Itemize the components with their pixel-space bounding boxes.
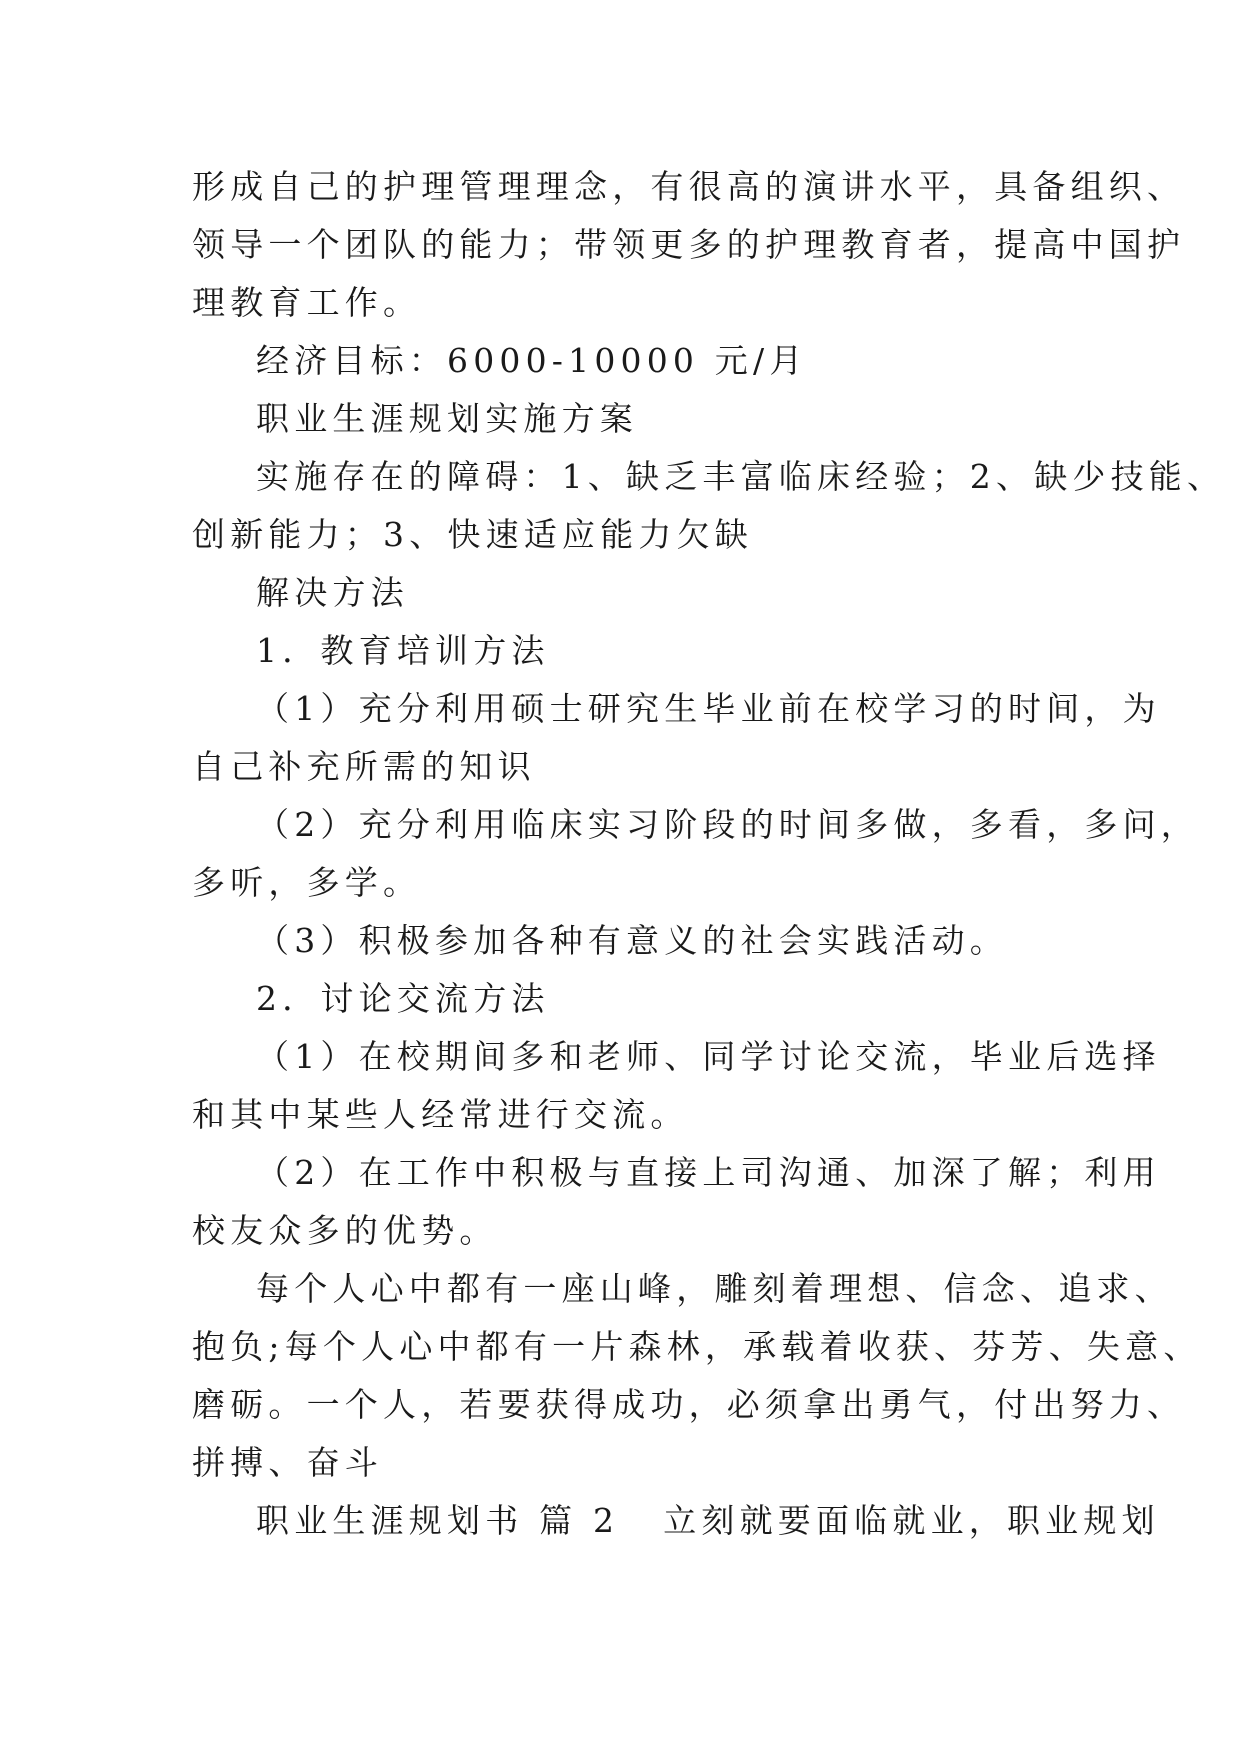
section-intro-text: 立刻就要面临就业，职业规划 [663,1501,1160,1540]
paragraph-line: 领导一个团队的能力；带领更多的护理教育者，提高中国护 [192,225,1186,264]
list-item-line: 校友众多的优势。 [192,1211,498,1250]
section-heading: 解决方法 [256,573,409,612]
list-item-line: （1）充分利用硕士研究生毕业前在校学习的时间，为 [256,689,1161,728]
list-item-line: 自己补充所需的知识 [192,747,536,786]
section-title: 职业生涯规划书 篇 2 [256,1501,620,1540]
economic-goal-line: 经济目标：6000-10000 元/月 [256,341,808,380]
paragraph-line: 拼搏、奋斗 [192,1443,383,1482]
paragraph-line: 磨砺。一个人，若要获得成功，必须拿出勇气，付出努力、 [192,1385,1186,1424]
list-item-line: （3）积极参加各种有意义的社会实践活动。 [256,921,1008,960]
list-item-line: （2）在工作中积极与直接上司沟通、加深了解；利用 [256,1153,1161,1192]
paragraph-line: 每个人心中都有一座山峰，雕刻着理想、信念、追求、 [256,1269,1173,1308]
list-item-line: 多听，多学。 [192,863,422,902]
document-page [192,158,1226,1550]
list-item-line: （1）在校期间多和老师、同学讨论交流，毕业后选择 [256,1037,1161,1076]
paragraph-line: 理教育工作。 [192,283,422,322]
numbered-heading: 2．讨论交流方法 [256,979,550,1018]
paragraph-line: 抱负;每个人心中都有一片森林，承载着收获、芬芳、失意、 [192,1327,1202,1366]
section-heading: 职业生涯规划实施方案 [256,399,638,438]
numbered-heading: 1．教育培训方法 [256,631,550,670]
section-title-line [192,1492,1160,1550]
list-item-line: （2）充分利用临床实习阶段的时间多做，多看，多问， [256,805,1199,844]
paragraph-line: 形成自己的护理管理理念，有很高的演讲水平，具备组织、 [192,167,1186,206]
list-item-line: 和其中某些人经常进行交流。 [192,1095,689,1134]
paragraph-line: 实施存在的障碍：1、缺乏丰富临床经验；2、缺少技能、 [256,457,1226,496]
paragraph-line: 创新能力；3、快速适应能力欠缺 [192,515,753,554]
